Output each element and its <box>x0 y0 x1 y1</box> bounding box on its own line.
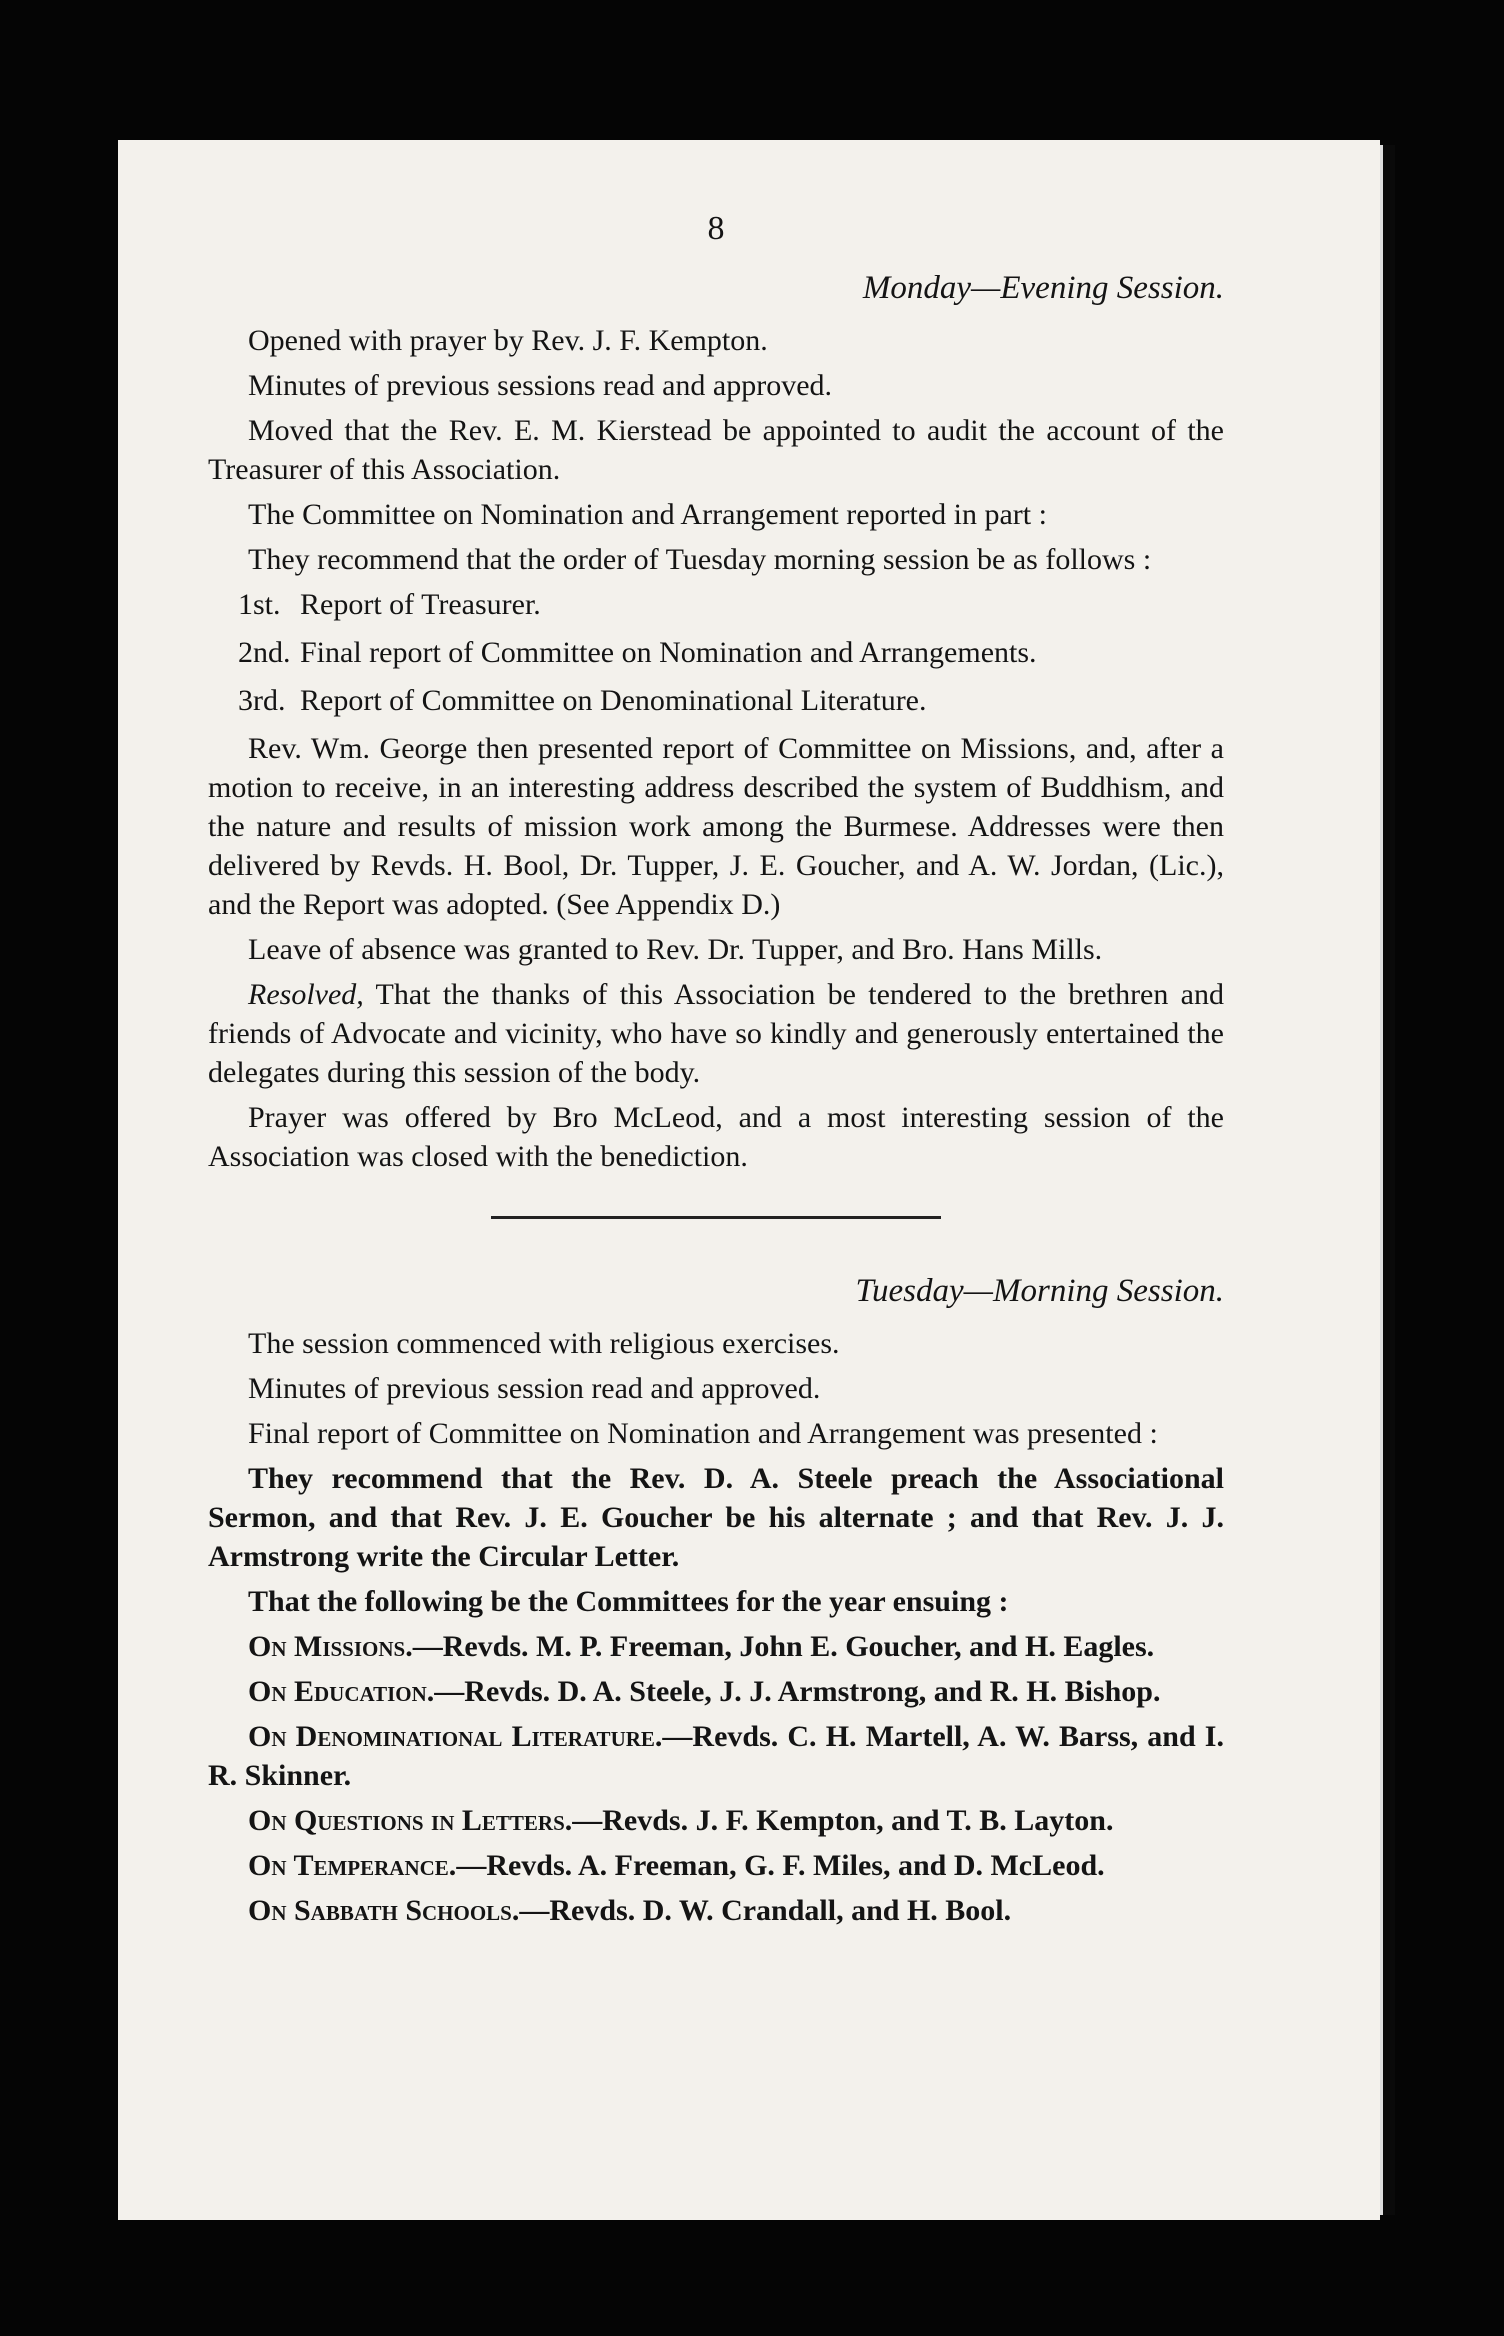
order-item-text: Report of Treasurer. <box>300 588 541 621</box>
monday-paragraph-1: Opened with prayer by Rev. J. F. Kempton. <box>248 324 768 357</box>
order-item-number: 1st. <box>238 588 281 621</box>
committee-members: —Revds. M. P. Freeman, John E. Goucher, and H. Eagles. <box>412 1630 1155 1663</box>
committee-entry <box>208 1627 1224 1666</box>
tuesday-paragraph-3: Final report of Committee on Nomination and Arrangement was presented : <box>248 1417 1158 1450</box>
page-content <box>208 200 1224 1936</box>
tuesday-paragraph-4: They recommend that the Rev. D. A. Steele preach the Associational Sermon, and that Rev. J. E. Goucher be his alternate ; and that Rev. J. J. Armstrong write the Circular Letter. <box>208 1462 1224 1573</box>
tuesday-section <box>208 1273 1224 1930</box>
monday-paragraph-9: Prayer was offered by Bro McLeod, and a most interesting session of the Association was closed with the benediction. <box>208 1101 1224 1173</box>
committee-name: On Sabbath Schools. <box>248 1894 520 1927</box>
committee-name: On Questions in Letters. <box>248 1804 573 1837</box>
monday-paragraph-5: They recommend that the order of Tuesday morning session be as follows : <box>248 543 1152 576</box>
section-divider <box>491 1216 941 1219</box>
page-edge-shadow <box>1380 145 1395 2215</box>
order-item-text: Final report of Committee on Nomination and Arrangements. <box>300 636 1037 669</box>
committee-name: On Temperance. <box>248 1849 457 1882</box>
committee-name: On Denominational Literature. <box>248 1720 663 1753</box>
committee-entry <box>208 1846 1224 1885</box>
monday-paragraph-6: Rev. Wm. George then presented report of Committee on Missions, and, after a motion to receive, in an interesting address described the system of Buddhism, and the nature and results of mission work among the Burmese. Addresses were then delivered by Revds. H. Bool, Dr. Tupper, J. E. Goucher, and A. W. Jordan, (Lic.), and the Report was adopted. (See Appendix D.) <box>208 732 1224 921</box>
tuesday-session-heading: Tuesday—Morning Session. <box>855 1273 1224 1309</box>
resolved-lead: Resolved, <box>248 978 364 1011</box>
committee-name: On Missions. <box>248 1630 413 1663</box>
monday-resolution <box>208 975 1224 1092</box>
monday-session-heading: Monday—Evening Session. <box>862 270 1224 306</box>
tuesday-paragraph-5: That the following be the Committees for the year ensuing : <box>248 1585 1009 1618</box>
order-item-number: 2nd. <box>238 636 291 669</box>
committee-members: —Revds. C. H. Martell, A. W. Barss, and I. R. Skinner. <box>208 1720 1224 1792</box>
committee-entry <box>208 1801 1224 1840</box>
resolution-text: That the thanks of this Association be tendered to the brethren and friends of Advocate and vicinity, who have so kindly and generously entertained the delegates during this session of the body. <box>208 978 1224 1089</box>
tuesday-paragraph-1: The session commenced with religious exercises. <box>248 1327 840 1360</box>
committee-members: —Revds. J. F. Kempton, and T. B. Layton. <box>572 1804 1114 1837</box>
committee-members: —Revds. A. Freeman, G. F. Miles, and D. McLeod. <box>456 1849 1105 1882</box>
order-item-text: Report of Committee on Denominational Literature. <box>300 684 927 717</box>
monday-paragraph-2: Minutes of previous sessions read and approved. <box>248 369 833 402</box>
committee-entry <box>208 1672 1224 1711</box>
committee-entry <box>208 1891 1224 1930</box>
order-item <box>238 681 1224 721</box>
monday-paragraph-4: The Committee on Nomination and Arrangement reported in part : <box>248 498 1047 531</box>
committee-members: —Revds. D. W. Crandall, and H. Bool. <box>519 1894 1012 1927</box>
order-item <box>238 633 1224 673</box>
monday-paragraph-3: Moved that the Rev. E. M. Kierstead be appointed to audit the account of the Treasurer of this Association. <box>208 414 1224 486</box>
tuesday-paragraph-2: Minutes of previous session read and approved. <box>248 1372 821 1405</box>
monday-paragraph-7: Leave of absence was granted to Rev. Dr. Tupper, and Bro. Hans Mills. <box>248 933 1103 966</box>
order-item <box>238 585 1224 625</box>
committee-entry <box>208 1717 1224 1795</box>
page-number: 8 <box>707 210 725 247</box>
committee-members: —Revds. D. A. Steele, J. J. Armstrong, and R. H. Bishop. <box>434 1675 1161 1708</box>
order-item-number: 3rd. <box>238 684 286 717</box>
committee-name: On Education. <box>248 1675 435 1708</box>
document-page <box>118 140 1380 2220</box>
